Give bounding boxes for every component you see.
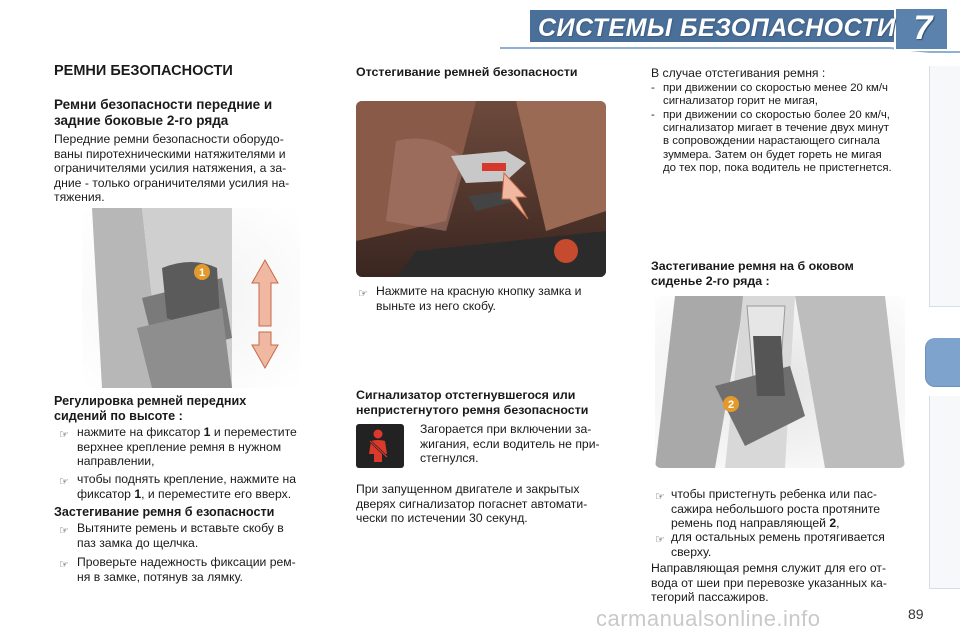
paragraph-lamp-timeout: При запущенном двигателе и закрытых дверях сигнализатор погаснет автомати- чески по истечении 30 секунд.	[356, 482, 588, 526]
bullet-child-guide: чтобы пристегнуть ребенка или пас- сажира небольшого роста протяните ремень под направляющей 2,	[671, 487, 881, 531]
chapter-tab[interactable]	[929, 492, 960, 541]
bullet-icon: ☞	[59, 525, 69, 537]
paragraph-pretensioners: Передние ремни безопасности оборудо- ваны пиротехническими натяжителями и ограничителями усилия натяжения, а за- дние - только ограничителями усилия на- тяжения.	[54, 132, 290, 205]
bullet-icon: ☞	[655, 534, 665, 546]
section-title: РЕМНИ БЕЗОПАСНОСТИ	[54, 63, 233, 79]
bullet-press-red: Нажмите на красную кнопку замка и выньте из него скобу.	[376, 284, 582, 313]
seatbelt-warning-icon	[356, 424, 404, 468]
heading-unfasten: Отстегивание ремней безопасности	[356, 65, 578, 79]
item-above-20: при движении со скоростью более 20 км/ч, сигнализатор мигает в течение двух минут в сопровождении нарастающего сигнала зуммера. Затем он будет гореть не мигая до тех пор, пока водитель не пристегнется.	[663, 109, 892, 174]
bullet-icon: ☞	[59, 559, 69, 571]
chapter-tab[interactable]	[929, 258, 960, 307]
chapter-tab[interactable]	[929, 210, 960, 259]
heading-rear-side-seat: Застегивание ремня на б оковом сиденье 2-го ряда :	[651, 259, 854, 288]
chapter-tabs	[926, 66, 960, 586]
chapter-tab[interactable]	[929, 444, 960, 493]
item-below-20: при движении со скоростью менее 20 км/ч сигнализатор горит не мигая,	[663, 82, 888, 108]
warning-lamp-text: Загорается при включении за- жигания, если водитель не при- стегнулся.	[420, 422, 600, 466]
paragraph-guide-purpose: Направляющая ремня служит для его от- вода от шеи при перевозке указанных ка- тегорий пассажиров.	[651, 561, 887, 605]
photo-belt-guide	[655, 296, 905, 468]
chapter-number: 7	[913, 9, 933, 47]
bullet-raise-anchor: чтобы поднять крепление, нажмите на фиксатор 1, и переместите его вверх.	[77, 472, 296, 501]
heading-front-belts: Ремни безопасности передние и задние боковые 2-го ряда	[54, 97, 273, 128]
bullet-others-top: для остальных ремень протягивается сверху.	[671, 530, 885, 559]
bullet-press-lock: нажмите на фиксатор 1 и переместите верхнее крепление ремня в нужном направлении,	[77, 425, 297, 469]
bullet-icon: ☞	[358, 288, 368, 300]
bullet-icon: ☞	[655, 491, 665, 503]
chapter-tab[interactable]	[929, 114, 960, 163]
bullet-insert-tongue: Вытяните ремень и вставьте скобу в паз замка до щелчка.	[77, 521, 284, 550]
chapter-tab-active[interactable]	[925, 338, 960, 387]
chapter-tab[interactable]	[929, 162, 960, 211]
chapter-tab[interactable]	[929, 396, 960, 445]
watermark: carmanualsonline.info	[596, 606, 821, 631]
heading-fastening: Застегивание ремня б езопасности	[54, 505, 275, 519]
photo-height-adjuster	[82, 208, 300, 388]
page-number: 89	[908, 606, 924, 622]
callout-1: 1	[198, 267, 206, 279]
dash-item: -	[651, 109, 655, 121]
callout-2: 2	[727, 399, 735, 411]
bullet-icon: ☞	[59, 429, 69, 441]
photo-buckle-release	[356, 101, 606, 277]
chapter-title: СИСТЕМЫ БЕЗОПАСНОСТИ	[538, 14, 896, 42]
chapter-tab[interactable]	[929, 66, 960, 115]
paragraph-unfasten-intro: В случае отстегивания ремня :	[651, 66, 826, 80]
heading-height-adjust: Регулировка ремней передних сидений по высоте :	[54, 394, 247, 423]
heading-warning-lamp: Сигнализатор отстегнувшегося или непристегнутого ремня безопасности	[356, 388, 589, 417]
bullet-icon: ☞	[59, 476, 69, 488]
dash-item: -	[651, 82, 655, 94]
bullet-check-lock: Проверьте надежность фиксации рем- ня в замке, потянув за лямку.	[77, 555, 296, 584]
chapter-tab[interactable]	[929, 540, 960, 589]
